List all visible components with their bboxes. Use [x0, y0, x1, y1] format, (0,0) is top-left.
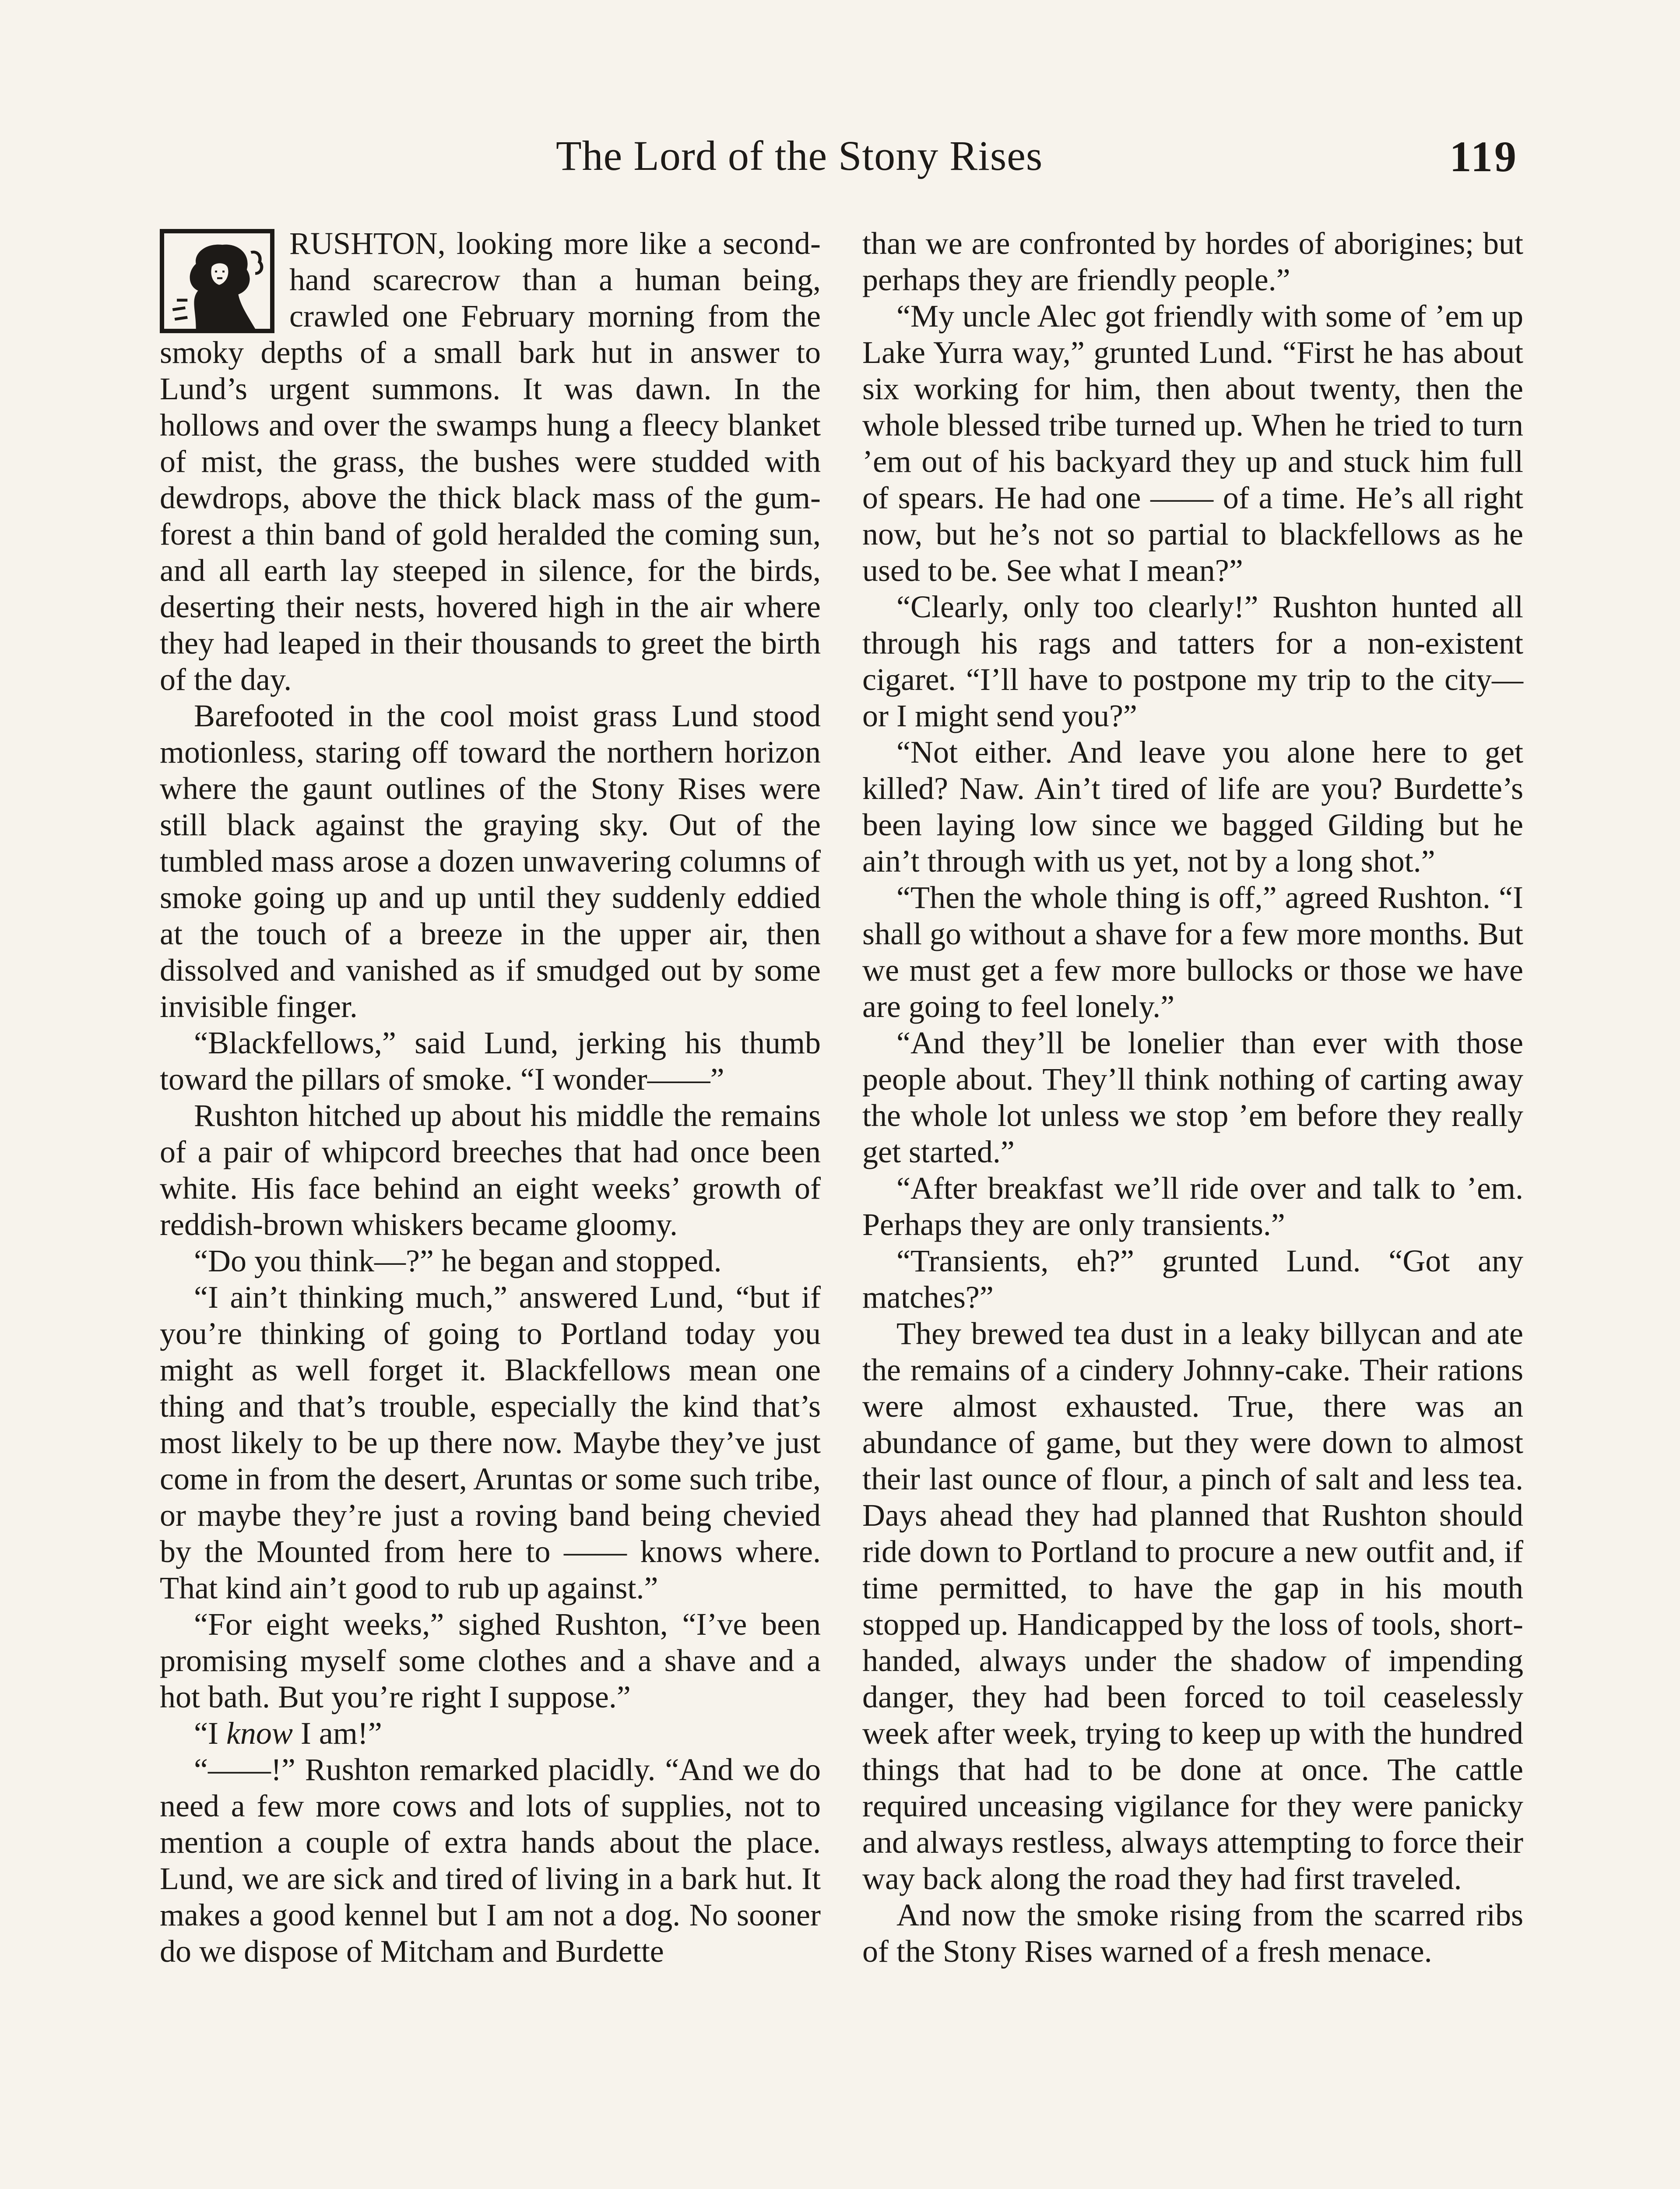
- decorative-initial-portrait: [160, 229, 274, 333]
- right-column: [862, 225, 1523, 1970]
- paragraph: “Then the whole thing is off,” agreed Rushton. “I shall go without a shave for a few more months. But we must get a few more bullocks or those we have are going to feel lonely.”: [862, 880, 1523, 1024]
- portrait-illustration-icon: [164, 233, 270, 329]
- paragraph: They brewed tea dust in a leaky billycan and ate the remains of a cindery Johnny-cake. Their rations were almost exhausted. True, there was an abundance of game, but they were down to almost their last ounce of flour, a pinch of salt and less tea. Days ahead they had planned that Rushton should ride down to Portland to procure a new outfit and, if time permitted, to have the gap in his mouth stopped up. Handicapped by the loss of tools, short-handed, always under the shadow of impending danger, they had been forced to toil ceaselessly week after week, trying to keep up with the hundred things that had to be done at once. The cattle required unceasing vigilance for they were panicky and always restless, always attempting to force their way back along the road they had first traveled.: [862, 1316, 1523, 1896]
- paragraph: And now the smoke rising from the scarred ribs of the Stony Rises warned of a fresh menace.: [862, 1897, 1523, 1969]
- paragraph: “Not either. And leave you alone here to get killed? Naw. Ain’t tired of life are you? Burdette’s been laying low since we bagged Gilding but he ain’t through with us yet, not by a long shot.”: [862, 735, 1523, 879]
- paragraph: “——!” Rushton remarked placidly. “And we do need a few more cows and lots of supplies, not to mention a couple of extra hands about the place. Lund, we are sick and tired of living in a bark hut. It makes a good kennel but I am not a dog. No sooner do we dispose of Mitcham and Burdette: [160, 1752, 821, 1969]
- paragraph: “My uncle Alec got friendly with some of ’em up Lake Yurra way,” grunted Lund. “First he has about six working for him, then about twenty, then the whole blessed tribe turned up. When he tried to turn ’em out of his backyard they up and stuck him full of spears. He had one —— of a time. He’s all right now, but he’s not so partial to blackfellows as he used to be. See what I mean?”: [862, 299, 1523, 588]
- paragraph-text: “I: [194, 1716, 226, 1751]
- paragraph: “After breakfast we’ll ride over and talk to ’em. Perhaps they are only transients.”: [862, 1171, 1523, 1242]
- left-column: [160, 225, 821, 1970]
- page-header: [0, 131, 1680, 193]
- paragraph: Barefooted in the cool moist grass Lund stood motionless, staring off toward the northern horizon where the gaunt outlines of the Stony Rises were still black against the graying sky. Out of the tumbled mass arose a dozen unwavering columns of smoke going up and up until they suddenly eddied at the touch of a breeze in the upper air, then dissolved and vanished as if smudged out by some invisible finger.: [160, 698, 821, 1024]
- paragraph: [160, 1715, 821, 1752]
- paragraph: “For eight weeks,” sighed Rushton, “I’ve been promising myself some clothes and a shave and a hot bath. But you’re right I suppose.”: [160, 1607, 821, 1714]
- opening-paragraph-text: RUSHTON, looking more like a second-hand scarecrow than a human being, crawled one February morning from the smoky depths of a small bark hut in answer to Lund’s urgent summons. It was dawn. In the hollows and over the swamps hung a fleecy blanket of mist, the grass, the bushes were studded with dewdrops, above the thick black mass of the gum-forest a thin band of gold heralded the coming sun, and all earth lay steeped in silence, for the birds, deserting their nests, hovered high in the air where they had leaped in their thousands to greet the birth of the day.: [160, 226, 821, 697]
- paragraph-text: I am!”: [292, 1716, 382, 1751]
- paragraph: “Transients, eh?” grunted Lund. “Got any matches?”: [862, 1243, 1523, 1315]
- paragraph: “Clearly, only too clearly!” Rushton hunted all through his rags and tatters for a non-existent cigaret. “I’ll have to postpone my trip to the city—or I might send you?”: [862, 589, 1523, 733]
- running-title: The Lord of the Stony Rises: [556, 132, 1043, 179]
- page-number: 119: [1449, 132, 1518, 181]
- emphasis-text: know: [226, 1716, 293, 1751]
- paragraph: “Blackfellows,” said Lund, jerking his thumb toward the pillars of smoke. “I wonder——”: [160, 1025, 821, 1097]
- paragraph: “I ain’t thinking much,” answered Lund, “but if you’re thinking of going to Portland today you might as well forget it. Blackfellows mean one thing and that’s trouble, especially the kind that’s most likely to be up there now. Maybe they’ve just come in from the desert, Aruntas or some such tribe, or maybe they’re just a roving band being chevied by the Mounted from here to —— knows where. That kind ain’t good to rub up against.”: [160, 1280, 821, 1605]
- opening-paragraph: [160, 225, 821, 698]
- paragraph: Rushton hitched up about his middle the remains of a pair of whipcord breeches that had once been white. His face behind an eight weeks’ growth of reddish-brown whiskers became gloomy.: [160, 1098, 821, 1242]
- paragraph: “Do you think—?” he began and stopped.: [194, 1243, 722, 1278]
- paragraph: “And they’ll be lonelier than ever with those people about. They’ll think nothing of carting away the whole lot unless we stop ’em before they really get started.”: [862, 1025, 1523, 1169]
- paragraph: than we are confronted by hordes of aborigines; but perhaps they are friendly people.”: [862, 226, 1523, 297]
